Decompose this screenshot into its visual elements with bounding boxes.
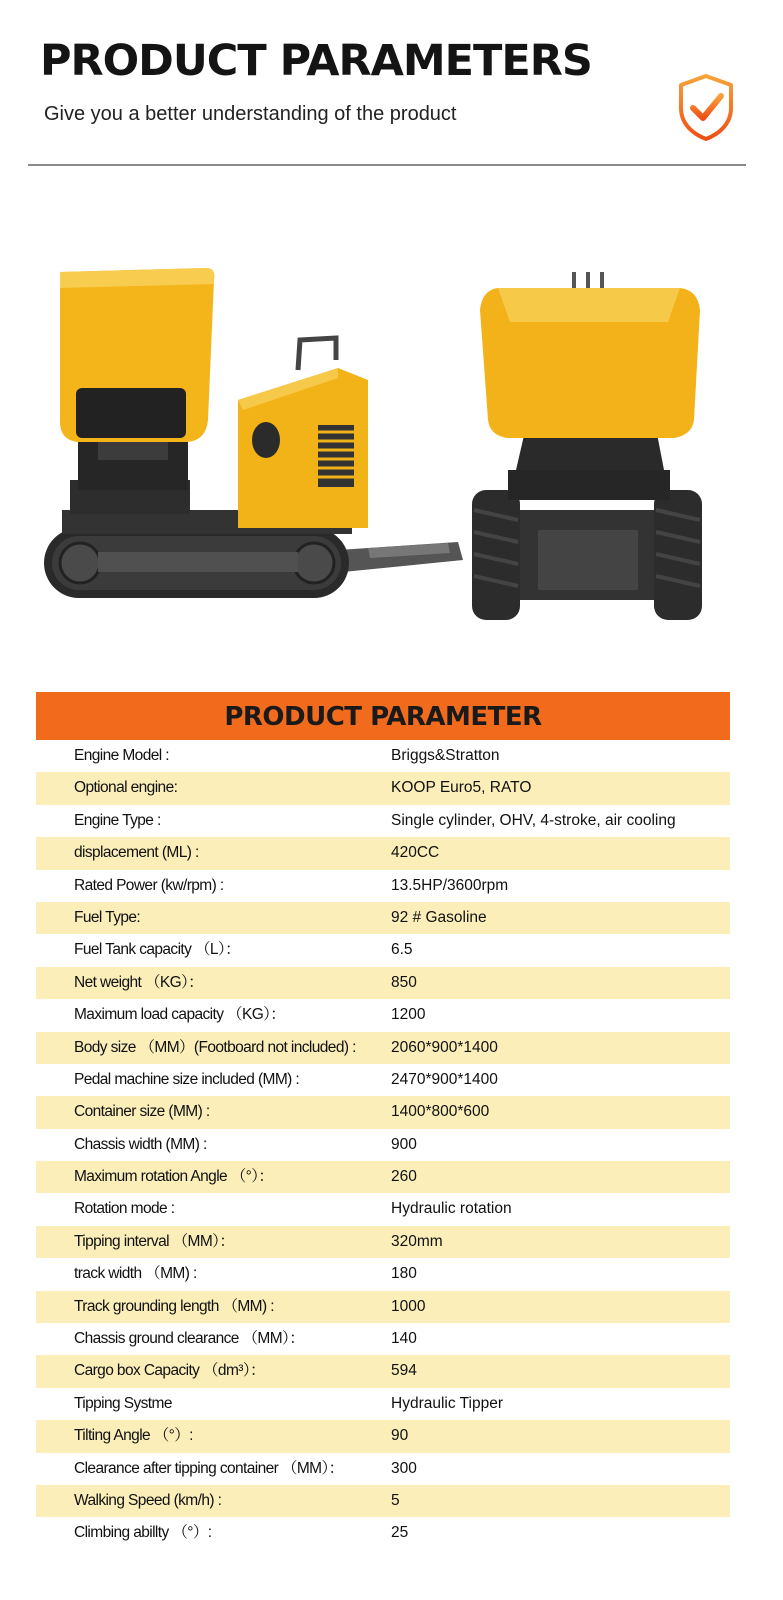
param-value: 92 # Gasoline: [391, 908, 487, 926]
param-value: 140: [391, 1330, 417, 1348]
param-label: Fuel Tank capacity （L）：: [74, 941, 240, 959]
param-value: 90: [391, 1427, 409, 1445]
param-label: Container size (MM) :: [74, 1103, 210, 1121]
param-value: Hydraulic Tipper: [391, 1394, 503, 1412]
table-row: [36, 1193, 730, 1225]
shield-check-icon: [676, 72, 736, 142]
param-label: Track grounding length （MM) :: [74, 1297, 274, 1315]
param-value: 900: [391, 1135, 417, 1153]
param-value: Briggs&Stratton: [391, 747, 500, 764]
param-value: 260: [391, 1168, 417, 1186]
table-row: [36, 740, 730, 772]
param-label: Rotation mode :: [74, 1200, 175, 1218]
table-row: [36, 1355, 730, 1387]
table-row: [36, 1096, 730, 1128]
param-label: Walking Speed (km/h) :: [74, 1491, 222, 1509]
param-label: Tipping interval （MM）：: [74, 1232, 235, 1250]
param-label: Body size （MM）(Footboard not included) :: [74, 1038, 356, 1056]
param-label: displacement (ML) :: [74, 844, 199, 862]
param-label: Pedal machine size included (MM) :: [74, 1070, 300, 1088]
table-row: [36, 1453, 730, 1485]
table-row: [36, 1129, 730, 1161]
table-row: [36, 837, 730, 869]
page-title: PRODUCT PARAMETERS: [40, 36, 592, 86]
param-label: Net weight （KG）：: [74, 973, 204, 991]
param-value: 5: [391, 1491, 400, 1509]
param-label: Chassis width (MM) :: [74, 1135, 207, 1153]
param-value: 850: [391, 973, 417, 991]
page-subtitle: Give you a better understanding of the product: [44, 103, 457, 125]
param-label: Clearance after tipping container （MM）：: [74, 1459, 344, 1477]
table-row: [36, 1420, 730, 1452]
dumper-side-view-image: [38, 260, 468, 640]
table-row: [36, 999, 730, 1031]
param-label: Fuel Type:: [74, 908, 141, 926]
table-row: [36, 772, 730, 804]
table-row: [36, 1517, 730, 1549]
table-row: [36, 1161, 730, 1193]
param-value: 300: [391, 1459, 417, 1477]
page-header: [0, 0, 783, 170]
header-divider: [28, 164, 746, 166]
param-value: 13.5HP/3600rpm: [391, 876, 509, 894]
param-label: Tipping Systme: [74, 1394, 172, 1412]
table-row: [36, 902, 730, 934]
param-value: KOOP Euro5, RATO: [391, 779, 532, 797]
parameter-table: [36, 692, 730, 1550]
param-value: 320mm: [391, 1232, 443, 1250]
param-value: 180: [391, 1265, 417, 1283]
table-row: [36, 967, 730, 999]
table-row: [36, 1323, 730, 1355]
table-row: [36, 1291, 730, 1323]
product-photos: [0, 170, 783, 680]
param-label: Maximum load capacity （KG）：: [74, 1006, 286, 1024]
param-value: Single cylinder, OHV, 4-stroke, air cooling: [391, 811, 676, 829]
param-value: 1000: [391, 1297, 426, 1315]
table-row: [36, 1226, 730, 1258]
table-row: [36, 1032, 730, 1064]
param-value: Hydraulic rotation: [391, 1200, 512, 1218]
param-value: 594: [391, 1362, 417, 1380]
param-value: 2470*900*1400: [391, 1070, 498, 1088]
param-label: Climbing abillty （°）:: [74, 1524, 212, 1542]
table-row: [36, 934, 730, 966]
table-row: [36, 1064, 730, 1096]
param-value: 2060*900*1400: [391, 1038, 498, 1056]
param-value: 6.5: [391, 941, 413, 959]
param-label: Rated Power (kw/rpm) :: [74, 876, 224, 894]
param-label: Engine Type :: [74, 811, 161, 829]
param-value: 1400*800*600: [391, 1103, 490, 1121]
param-label: Engine Model :: [74, 747, 169, 764]
table-row: [36, 805, 730, 837]
table-row: [36, 1388, 730, 1420]
table-row: [36, 870, 730, 902]
param-label: Cargo box Capacity （dm³）：: [74, 1362, 265, 1380]
param-label: track width （MM) :: [74, 1265, 197, 1283]
param-value: 25: [391, 1524, 409, 1542]
dumper-front-view-image: [468, 270, 714, 630]
table-row: [36, 1258, 730, 1290]
param-label: Optional engine:: [74, 779, 178, 797]
param-label: Tilting Angle （°）:: [74, 1427, 193, 1445]
param-value: 420CC: [391, 844, 440, 862]
param-label: Maximum rotation Angle （°）：: [74, 1168, 274, 1186]
table-row: [36, 1485, 730, 1517]
param-label: Chassis ground clearance （MM）：: [74, 1330, 305, 1348]
param-value: 1200: [391, 1006, 426, 1024]
parameter-table-heading: PRODUCT PARAMETER: [36, 692, 730, 740]
